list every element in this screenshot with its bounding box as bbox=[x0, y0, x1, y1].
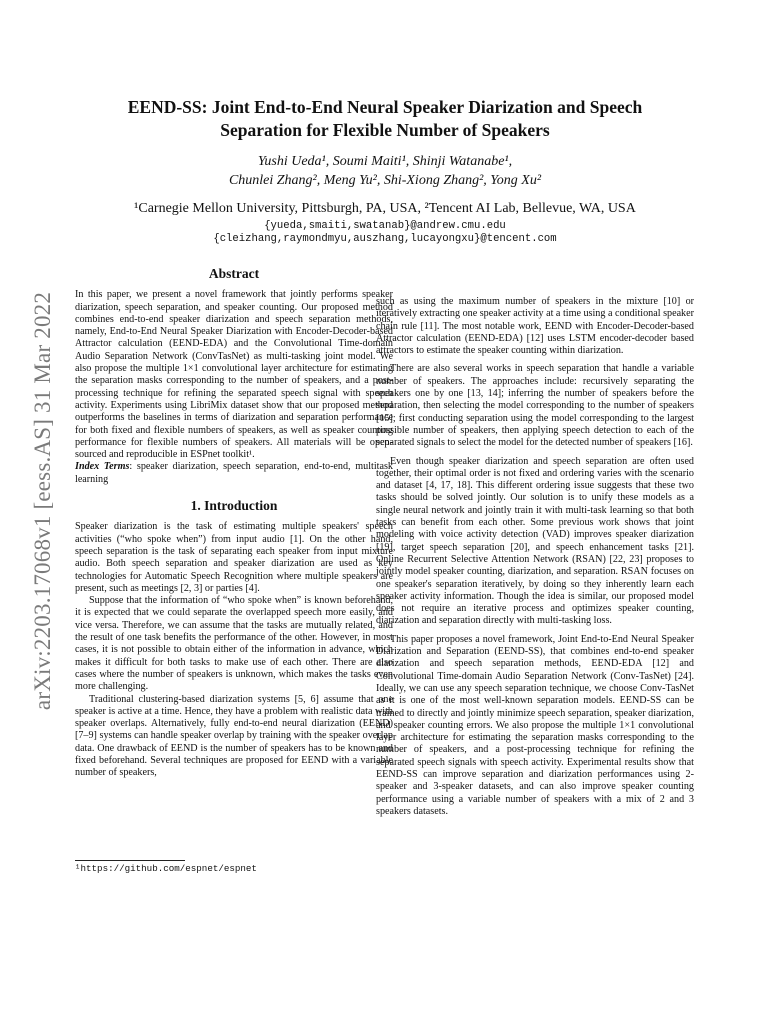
right-paragraph-4: This paper proposes a novel framework, Joint End-to-End Neural Speaker Diarization and Separation (EEND-SS), that combines end-to-end speaker diarization and speech separation methods, EEND-EDA [12] and Convolutional Time-domain Audio Separation Network (Conv-TasNet) [24]. Ideally, we can use any speech separation technique, we choose Conv-TasNet as it is one of the most well-known separation models. EEND-SS can be trained to directly and jointly minimize speech separation, speaker diarization, and speaker counting errors. We also propose the multiple 1×1 convolutional layer architecture for estimating the separation masks corresponding to the number of speakers, and a post-processing technique for refining the separated speech signals with speech activity. Experimental results show that EEND-SS can improve separation and diarization performances using 2-speaker and 3-speaker datasets, and can also improve speaker counting performance using a variable number of speakers with a mix of 2 and 3 speakers datasets. bbox=[376, 633, 694, 817]
index-terms-text: : speaker diarization, speech separation, end-to-end, multitask learning bbox=[75, 461, 393, 485]
title-line-1: EEND-SS: Joint End-to-End Neural Speaker Diarization and Speech bbox=[127, 97, 643, 117]
index-terms bbox=[75, 461, 393, 486]
intro-paragraph-2: Suppose that the information of “who spoke when” is known beforehand, it is expected that we could separate the overlapped speech more easily, and vice versa. Therefore, we can assume that the tasks are mutually related, and the result of one task benefits the performance of the other. However, in most cases, it is not possible to obtain either of the information in advance, which makes it difficult for both tasks to make use of each other. There are also cases where the number of speakers is unknown, which makes the tasks even more challenging. bbox=[75, 595, 393, 693]
intro-paragraph-1: Speaker diarization is the task of estimating multiple speakers' speech activities (“who spoke when”) from input audio [1]. On the other hand, speech separation is the task of separating each speaker from input mixture audio. Both speech separation and speaker diarization are used as key technologies for Automatic Speech Recognition where multiple speakers are present, such as meetings [2, 3] or parties [4]. bbox=[75, 521, 393, 594]
arxiv-identifier bbox=[20, 291, 66, 711]
authors-line-1: Yushi Ueda¹, Soumi Maiti¹, Shinji Watanabe¹, bbox=[257, 154, 513, 169]
right-paragraph-2: There are also several works in speech separation that handle a variable number of speakers. The approaches include: recursively separating the speakers one by one [13, 14]; inferring the number of speakers before the separation, then selecting the model corresponding to the number of speakers [15]; first conducting separation using the model corresponding to the largest possible number of speakers, then applying speech detection to each of the separated signals to select the model for the detected number of speakers [16]. bbox=[376, 363, 694, 449]
introduction-heading: 1. Introduction bbox=[190, 498, 278, 514]
emails-line-1: {yueda,smaiti,swatanab}@andrew.cmu.edu bbox=[264, 220, 506, 232]
abstract-heading: Abstract bbox=[208, 266, 260, 281]
right-paragraph-1: such as using the maximum number of speakers in the mixture [10] or iteratively extracting one speaker activity at a time using a conditional speaker chain rule [11]. The most notable work, EEND with Encoder-Decoder-based Attractor calculation (EEND-EDA) [12] uses LSTM encoder-decoder based attractors to estimate the speaker counting within diarization. bbox=[376, 296, 694, 357]
left-column bbox=[75, 262, 393, 780]
author-emails bbox=[70, 220, 700, 246]
right-paragraph-3: Even though speaker diarization and speech separation are often used together, their optimal order is not fixed and ordering varies with the scenario and dataset [4, 17, 18]. This different ordering issue suggests that these two tasks should be solved jointly. Our solution is to unify these models as a single neural network and jointly train it with multi-task learning so that both tasks can benefit from each other. Some previous work shows that joint modeling with voice activity detection (VAD) improves speaker diarization [19], target speech separation [20], and speech enhancement tasks [21]. Online Recurrent Selective Attention Network (RSAN) [22, 23] proposes to jointly model speaker counting, diarization, and separation. RSAN focuses on one speaker's separation iteratively, by doing so they inherently learn each speaker activity information. Though the idea is similar, our proposed model does not require an iterative process and optimizes speaker counting, diarization and separation directly with multi-tasking loss. bbox=[376, 455, 694, 627]
footnote-link[interactable]: ¹https://github.com/espnet/espnet bbox=[75, 863, 257, 874]
title-line-2: Separation for Flexible Number of Speakers bbox=[220, 120, 550, 140]
authors-line-2: Chunlei Zhang², Meng Yu², Shi-Xiong Zhang², Yong Xu² bbox=[228, 173, 542, 188]
author-list bbox=[70, 152, 700, 190]
index-terms-label: Index Terms bbox=[75, 461, 130, 473]
emails-line-2: {cleizhang,raymondmyu,auszhang,lucayongxu}@tencent.com bbox=[213, 233, 557, 245]
intro-paragraph-3: Traditional clustering-based diarization systems [5, 6] assume that one speaker is active at a time. Hence, they have a problem with realistic data with speaker overlaps. Alternatively, fully end-to-end neural diarization (EEND) [7–9] systems can handle speaker overlap by training with the speaker overlap data. One drawback of EEND is the number of speakers has to be known and fixed beforehand. Several techniques are proposed for EEND with a variable number of speakers, bbox=[75, 693, 393, 779]
affiliations: ¹Carnegie Mellon University, Pittsburgh, PA, USA, ²Tencent AI Lab, Bellevue, WA, USA bbox=[134, 201, 636, 216]
arxiv-id-text: arXiv:2203.17068v1 [eess.AS] 31 Mar 2022 bbox=[30, 291, 55, 711]
abstract-text: In this paper, we present a novel framework that jointly performs speaker diarization, speech separation, and speaker counting. Our proposed method combines end-to-end speaker diarization and speech separation methods, namely, End-to-End Neural Speaker Diarization with Encoder-Decoder-based Attractor calculation (EEND-EDA) and the Convolutional Time-domain Audio Separation Network (ConvTasNet) as multi-tasking joint model. We also propose the multiple 1×1 convolutional layer architecture for estimating the separation masks corresponding to the number of speakers, and a post-processing technique for refining the separated speech signal with speech activity. Experiments using LibriMix dataset show that our proposed method outperforms the baselines in terms of diarization and separation performance for both fixed and flexible numbers of speakers, as well as speaker counting performance for flexible numbers of speakers. All materials will be open-sourced and reproducible in ESPnet toolkit¹. bbox=[75, 289, 393, 461]
right-column bbox=[376, 296, 694, 818]
paper-title bbox=[70, 96, 700, 142]
footnote-divider bbox=[75, 860, 185, 861]
